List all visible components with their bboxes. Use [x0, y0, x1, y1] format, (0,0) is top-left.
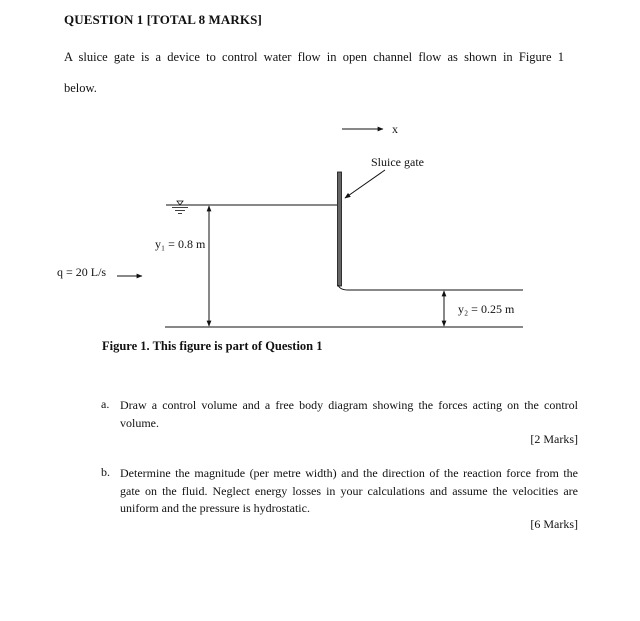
sluice-gate-figure — [0, 110, 640, 360]
part-b-label: b. — [101, 465, 110, 479]
part-b-text: Determine the magnitude (per metre width) and the direction of the reaction force from the gate on the fluid. Neglect energy losses in your calculations and assume the velocities are uniform and the pressure is hydrostatic. — [120, 466, 578, 515]
x-axis-label: x — [392, 122, 398, 136]
intro-line-1: A sluice gate is a device to control water flow in open channel flow as shown in Figure 1 — [64, 50, 564, 64]
part-b-marks: [6 Marks] — [530, 517, 578, 531]
gate-label: Sluice gate — [371, 155, 424, 169]
downstream-water-surface — [338, 285, 523, 290]
water-surface-icon — [172, 201, 188, 214]
part-a-label: a. — [101, 397, 110, 411]
question-intro — [64, 42, 564, 104]
question-heading: QUESTION 1 [TOTAL 8 MARKS] — [64, 12, 262, 27]
y1-label: y₁ = 0.8 m — [155, 237, 206, 251]
part-a-text: Draw a control volume and a free body diagram showing the forces acting on the control volume. — [120, 398, 578, 430]
y2-label: y₂ = 0.25 m — [458, 302, 515, 316]
figure-caption: Figure 1. This figure is part of Question 1 — [102, 339, 323, 353]
gate-leader-line — [345, 170, 385, 198]
intro-line-2: below. — [64, 81, 97, 95]
part-a-marks: [2 Marks] — [530, 432, 578, 446]
sluice-gate — [338, 172, 342, 286]
flow-rate-label: q = 20 L/s — [57, 265, 107, 279]
